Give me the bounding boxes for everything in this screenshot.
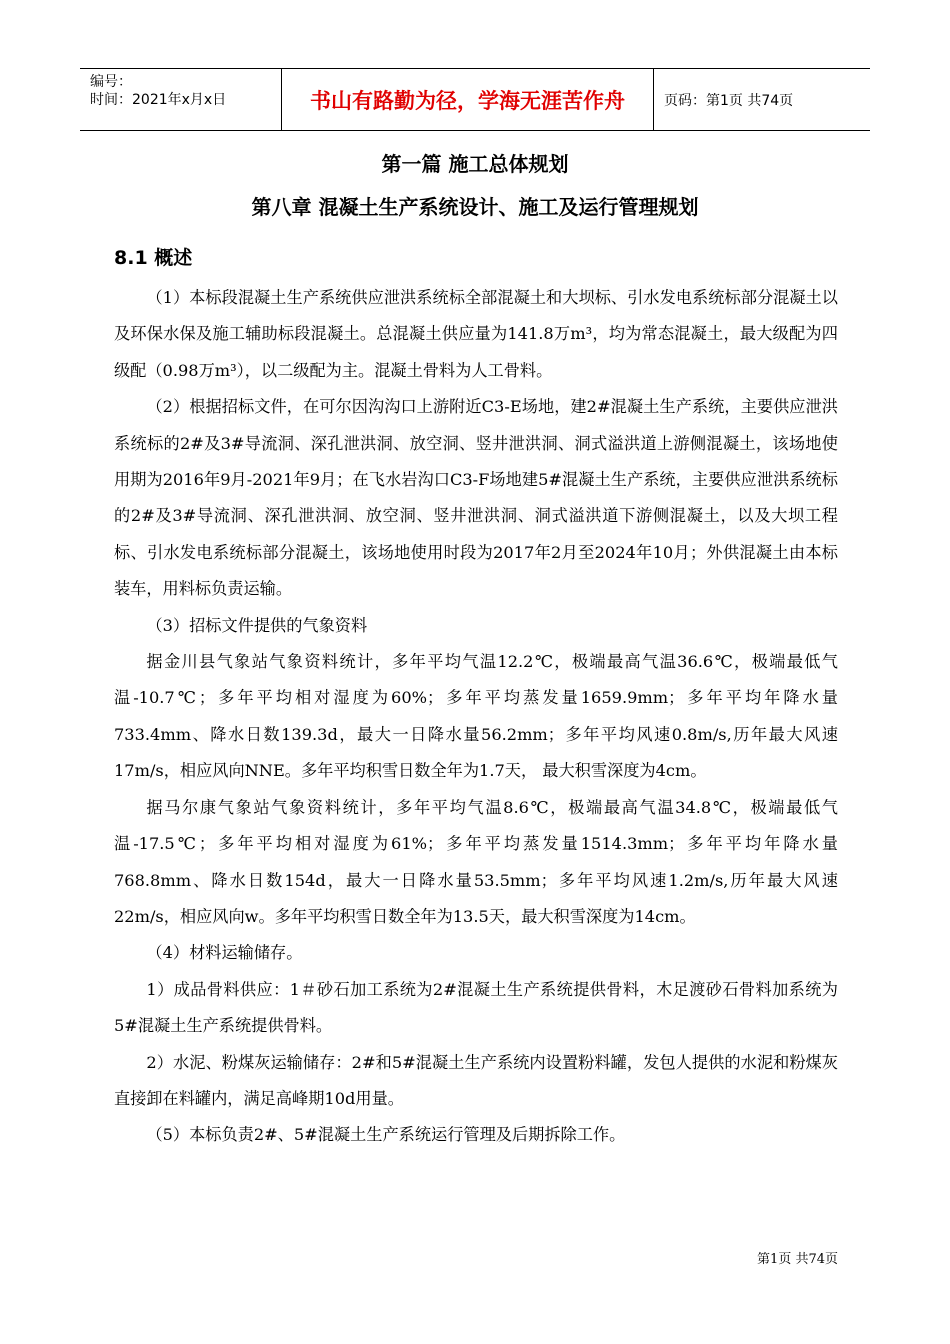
part-title: 第一篇 施工总体规划 (381, 152, 569, 176)
page-header (80, 68, 870, 131)
document-time-label: 时间：2021年x月x日 (90, 92, 227, 108)
paragraph: 2）水泥、粉煤灰运输储存：2#和5#混凝土生产系统内设置粉料罐，发包人提供的水泥和粉煤灰直接卸在料罐内，满足高峰期10d用量。 (114, 1052, 838, 1108)
document-number-label: 编号： (90, 74, 132, 90)
paragraph: 据马尔康气象站气象资料统计，多年平均气温8.6℃，极端最高气温34.8℃，极端最低气温-17.5℃；多年平均相对湿度为61%；多年平均蒸发量1514.3mm；多年平均年降水量768.8mm、降水日数154d，最大一日降水量53.5mm；多年平均风速1.2m/s,历年最大风速22m/s，相应风向w。多年平均积雪日数全年为13.5天，最大积雪深度为14cm。 (114, 797, 838, 926)
paragraph: 据金川县气象站气象资料统计，多年平均气温12.2℃，极端最高气温36.6℃，极端最低气温-10.7℃；多年平均相对湿度为60%；多年平均蒸发量1659.9mm；多年平均年降水量733.4mm、降水日数139.3d，最大一日降水量56.2mm；多年平均风速0.8m/s,历年最大风速17m/s，相应风向NNE。多年平均积雪日数全年为1.7天， 最大积雪深度为4cm。 (114, 652, 838, 781)
document-body (114, 280, 838, 1154)
chapter-title: 第八章 混凝土生产系统设计、施工及运行管理规划 (251, 195, 699, 219)
paragraph: （4）材料运输储存。 (146, 943, 303, 963)
header-meta (80, 69, 282, 130)
page-footer: 第1页 共74页 (757, 1252, 838, 1267)
paragraph: 1）成品骨料供应：1＃砂石加工系统为2#混凝土生产系统提供骨料，木足渡砂石骨料加系统为5#混凝土生产系统提供骨料。 (114, 979, 838, 1036)
header-motto: 书山有路勤为径，学海无涯苦作舟 (282, 69, 654, 130)
paragraph: （1）本标段混凝土生产系统供应泄洪系统标全部混凝土和大坝标、引水发电系统标部分混凝土以及环保水保及施工辅助标段混凝土。总混凝土供应量为141.8万m³，均为常态混凝土，最大级配为四级配（0.98万m³），以二级配为主。混凝土骨料为人工骨料。 (114, 288, 838, 380)
header-page-number: 页码：第1页 共74页 (664, 92, 794, 109)
paragraph: （2）根据招标文件，在可尔因沟沟口上游附近C3-E场地，建2#混凝土生产系统，主要供应泄洪系统标的2#及3#导流洞、深孔泄洪洞、放空洞、竖井泄洪洞、洞式溢洪道上游侧混凝土，该场地使用期为2016年9月-2021年9月；在飞水岩沟口C3-F场地建5#混凝土生产系统，主要供应泄洪系统标的2#及3#导流洞、深孔泄洪洞、放空洞、竖井泄洪洞、洞式溢洪道下游侧混凝土，以及大坝工程标、引水发电系统标部分混凝土，该场地使用时段为2017年2月至2024年10月；外供混凝土由本标装车，用料标负责运输。 (114, 397, 838, 599)
section-heading: 8.1 概述 (114, 247, 193, 269)
paragraph: （5）本标负责2#、5#混凝土生产系统运行管理及后期拆除工作。 (146, 1125, 626, 1145)
paragraph: （3）招标文件提供的气象资料 (146, 615, 368, 635)
